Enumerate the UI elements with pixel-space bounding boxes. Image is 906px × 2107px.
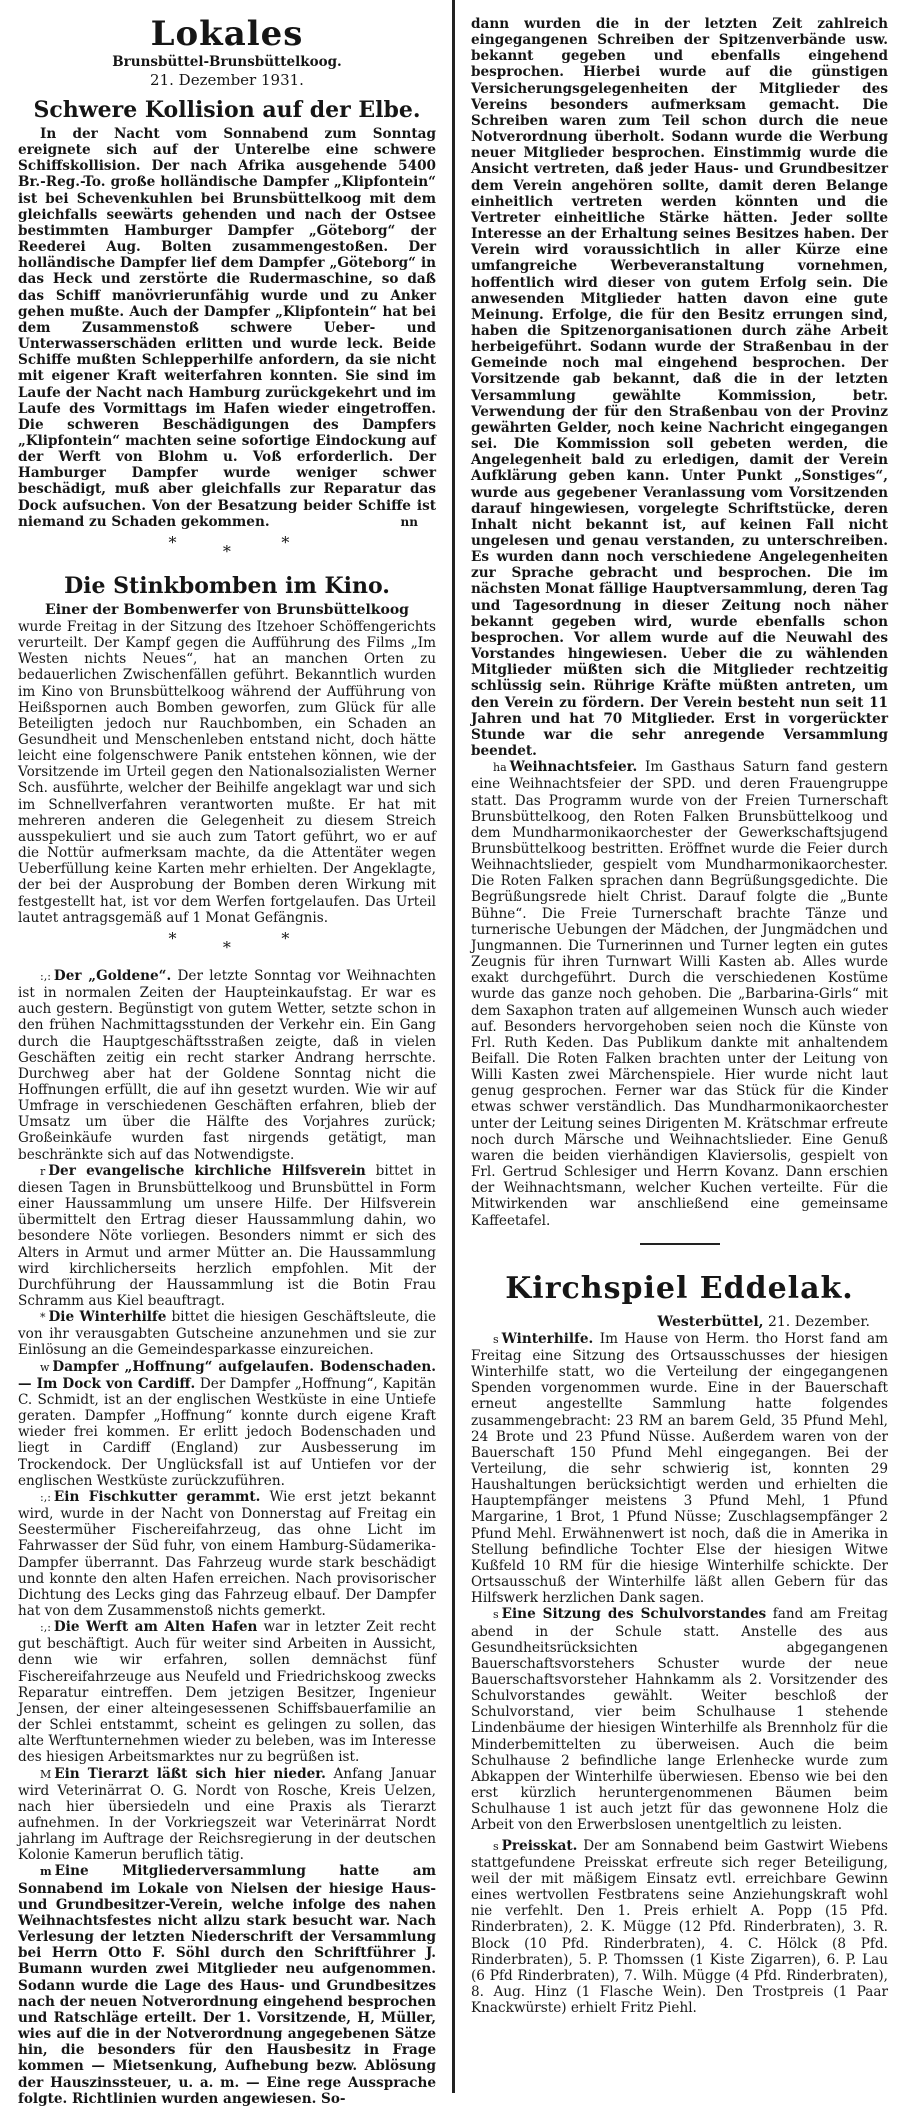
item-marker: w [40, 1360, 50, 1374]
article-body: wurde Freitag in der Sitzung des Itzehoer Schöffengerichts verurteilt. Der Kampf gegen die Aufführung des Films „Im Westen nichts Neues“, hat an manchen Orten zu bedauerlichen Zwischenfällen geführt. Bekanntlich wurden im Kino von Brunsbüttelkoog während der Aufführung von Heißspornen auch Bomben geworfen, zum Glück für alle Beteiligten jedoch nur Rauchbomben, ein Schaden an Gesundheit und Menschenleben entstand nicht, doch hätte leicht eine folgenschwere Panik entstehen können, wie der Vorsitzende im Urteil gegen den Nationalsozialisten Werner Sch. ausführte, welcher der Beihilfe angeklagt war und sich im Schnellverfahren verantworten mußte. Er hat mit mehreren anderen die Gelegenheit zu diesem Streich ausspekuliert und sie auch zum Tatort geführt, wo er auf die Nottür aufmerksam machte, da die Attentäter wegen Ueberfüllung keine Karten mehr erhielten. Der Angeklagte, der bei der Ausprobung der Bomben deren Wirkung mit festgestellt hat, ist vor dem Werfen fortgelaufen. Das Urteil lautet antragsgemäß auf 1 Monat Gefängnis. [18, 618, 436, 926]
item-lead: Die Werft am Alten Hafen [53, 1619, 258, 1636]
item-lead: Die Winterhilfe [48, 1309, 167, 1326]
item-lead: Der evangelische kirchliche Hilfsverein [48, 1162, 366, 1179]
item-marker: :,: [40, 1621, 51, 1635]
item-text: Der Dampfer „Hoffnung“, Kapitän C. Schmidt, ist an der englischen Westküste in eine Untiefe geraten. Dampfer „Hoffnung“ konnte durch eigene Kraft wieder frei kommen. Er erlitt jedoch Bodenschaden und liegt in Cardiff (England) zur Ausbesserung im Trockendock. Der Unglücksfall ist auf Untiefen vor der englischen Westküste zurückzuführen. [18, 1375, 436, 1489]
item-marker: * [40, 1311, 46, 1325]
item-text: Der am Sonnabend beim Gastwirt Wiebens stattgefundene Preisskat erfreute sich reger Beteiligung, weil der mit mäßigem Einsatz evtl. erreichbare Gewinn eines wertvollen Festbratens seine Anziehungskraft wohl nie verfehlt. Den 1. Preis erhielt A. Popp (15 Pfd. Rinderbraten), 2. K. Mügge (12 Pfd. Rinderbraten), 3. R. Block (10 Pfd. Rinderbraten), 4. C. Hölck (8 Pfd. Rinderbraten), 5. P. Thomssen (1 Kiste Zigarren), 6. P. Lau (6 Pfd Rinderbraten), 7. Wilh. Mügge (4 Pfd. Rinderbraten), 8. Aug. Hinz (1 Flasche Wein). Den Trostpreis (1 Paar Knackwürste) erhielt Fritz Piehl. [471, 1837, 888, 2017]
dateline [471, 1313, 870, 1331]
continued-text: dann wurden die in der letzten Zeit zahlreich eingegangenen Schreiben der Spitzenverbände usw. bekannt gegeben und ebenfalls eingehend besprochen. Hierbei wurde auf die günstigen Versicherungsgelegenheiten der Mitglieder des Vereins besonders aufmerksam gemacht. Die Schreiben waren zum Teil schon durch die neue Notverordnung überholt. Sodann wurde die Werbung neuer Mitglieder besprochen. Einstimmig wurde die Ansicht vertreten, daß jeder Haus- und Grundbesitzer dem Verein angehören sollte, damit deren Belange einheitlich vertreten werden könnten und die Vertreter einheitliche Stärke hätten. Jeder sollte Interesse an der Erhaltung seines Besitzes haben. Der Verein wird voraussichtlich in aller Kürze eine umfangreiche Werbeveranstaltung vornehmen, hoffentlich wird dieser von gutem Erfolg sein. Die anwesenden Mitglieder hatten davon eine gute Meinung. Erfolge, die für den Besitz errungen sind, haben die Spitzenorganisationen durch zähe Arbeit herbeigeführt. Sodann wurde der Straßenbau in der Gemeinde noch mal eingehend besprochen. Der Vorsitzende gab bekannt, daß die in der letzten Versammlung gewählte Kommission, betr. Verwendung der für den Straßenbau von der Provinz gewährten Gelder, noch keine Nachricht eingegangen sei. Die Kommission soll gebeten werden, die Angelegenheit bald zu erledigen, damit der Verein Aufklärung geben kann. Unter Punkt „Sonstiges“, wurde aus gegebener Veranlassung vom Vorsitzenden darauf hingewiesen, vorgelegte Schriftstücke, deren Inhalt nicht bekannt ist, auf keinen Fall nicht ungelesen und genau verstanden, zu unterschreiben. Es wurden dann noch verschiedene Angelegenheiten zur Sprache gebracht und besprochen. Die im nächsten Monat fällige Hauptversammlung, deren Tag und Tagesordnung in dieser Zeitung noch näher bekannt gegeben wird, wurde ebenfalls schon besprochen. Vor allem wurde auf die Neuwahl des Vorstandes hingewiesen. Ueber die zu wählenden Mitglieder müßten sich die Mitglieder rechtzeitig schlüssig sein. Rührige Kräfte müßten antreten, um den Verein zu fördern. Der Verein besteht nun seit 11 Jahren und hat 70 Mitglieder. Erst in vorgerückter Stunde war die sehr anregende Versammlung beendet. [471, 16, 888, 760]
item-text: bittet in diesen Tagen in Brunsbüttelkoog und Brunsbüttel in Form einer Haussammlung um unsere Hilfe. Der Hilfsverein übermittelt den Ertrag dieser Haussammlung dahin, wo besondere Nöte vorliegen. Besonders nimmt er sich des Alters in Armut und armer Mütter an. Die Haussammlung wird kirchlicherseits herzlich empfohlen. Mit der Durchführung der Haussammlung ist die Botin Frau Schramm aus Kiel beauftragt. [18, 1162, 437, 1309]
left-column [0, 0, 452, 2107]
item-lead: Weihnachtsfeier. [509, 759, 638, 776]
item-text: Im Hause von Herm. tho Horst fand am Freitag eine Sitzung des Ortsausschusses der hiesigen Winterhilfe statt, wo die Verteilung der eingegangenen Spenden vorgenommen wurde. Eine in der Bauerschaft erneut angestellte Sammlung hatte folgendes zusammengebracht: 23 RM an barem Geld, 35 Pfund Mehl, 24 Brote und 23 Pfund Nüsse. Außerdem waren von der Bauerschaft 150 Pfund Mehl eingegangen. Bei der Verteilung, die sehr schwierig ist, konnten 29 Haushaltungen berücksichtigt werden und erhielten die Hauptempfänger meistens 3 Pfund Mehl, 1 Pfund Margarine, 1 Brot, 1 Pfund Nüsse; Zuschlagsempfänger 2 Pfund Mehl. Erwähnenwert ist noch, daß die in Amerika in Stellung befindliche Tochter Else der hiesigen Witwe Kußfeld 10 RM für die hiesige Winterhilfe schickte. Der Ortsausschuß der Winterhilfe läßt allen Gebern für das Hilfswerk herzlichen Dank sagen. [471, 1330, 889, 1607]
section-masthead: Lokales [150, 14, 304, 54]
dateline-place: Brunsbüttel-Brunsbüttelkoog. [112, 54, 342, 70]
article-text: In der Nacht vom Sonnabend zum Sonntag ereignete sich auf der Unterelbe eine schwere Schiffskollision. Der nach Afrika ausgehende 5400 Br.-Reg.-To. große holländische Dampfer „Klipfontein“ ist bei Schevenkuhlen bei Brunsbüttelkoog mit dem gleichfalls seewärts gehenden und nach der Ostsee bestimmten Hamburger Dampfer „Göteborg“ der Reederei Aug. Bolten zusammengestoßen. Der holländische Dampfer lief dem Dampfer „Göteborg“ in das Heck und zerstörte die Rudermaschine, so daß das Schiff manövrierunfähig wurde und zu Anker gehen mußte. Auch der Dampfer „Klipfontein“ hat bei dem Zusammenstoß schwere Ueber- und Unterwasserschäden erlitten und wurde leck. Beide Schiffe mußten Schlepperhilfe anfordern, da sie nicht mit eigener Kraft weiterfahren konnten. Sie sind im Laufe der Nacht nach Hamburg zurückgekehrt und im Laufe des Vormittags im Hafen wieder eingetroffen. Die schweren Beschädigungen des Dampfers „Klipfontein“ machten seine sofortige Eindockung auf der Werft von Blohm u. Voß erforderlich. Der Hamburger Dampfer wurde weniger schwer beschädigt, muß aber gleichfalls zur Reparatur das Dock aufsuchen. Von der Besatzung beider Schiffe ist niemand zu Schaden gekommen. [18, 126, 436, 530]
news-item [18, 1489, 436, 1619]
news-item [471, 759, 888, 1229]
news-item [18, 1359, 436, 1489]
article-stinkbomben [18, 572, 436, 926]
asterisk: * [222, 937, 231, 957]
item-lead: Der „Goldene“. [53, 967, 172, 984]
news-item [18, 1766, 436, 1864]
dateline-date: 21. Dezember. [767, 1313, 870, 1330]
item-lead: Eine Mitgliederversammlung [54, 1863, 306, 1880]
item-text: Der letzte Sonntag vor Weihnachten ist in normalen Zeiten der Haupteinkaufstag. Er war es auch gestern. Begünstigt von gutem Wetter, setzte schon in den frühen Nachmittagsstunden der Verkehr ein. Ein Gang durch die Hauptgeschäftsstraßen zeigte, daß in vielen Geschäften zeitig ein recht starker Andrang herrschte. Durchweg aber hat der Goldene Sonntag nicht die Hoffnungen erfüllt, die auf ihn gesetzt wurden. Wie wir auf Umfrage in verschiedenen Geschäften erfahren, blieb der Umsatz um über die Hälfte des Vorjahres zurück; Großeinkäufe wurden fast nirgends getätigt, man beschränkte sich auf das Notwendigste. [18, 967, 436, 1163]
author-signature: nn [400, 514, 418, 529]
item-text: war in letzter Zeit recht gut beschäftigt. Auch für weiter sind Arbeiten in Aussicht, denn wie wir erfahren, sollen demnächst fünf Fischereifahrzeuge aus Neufeld und Friedrichskoog zwecks Reparatur eintreffen. Dem jetzigen Besitzer, Ingenieur Jensen, der einer alteingesessenen Schiffsbauerfamilie an der Schlei entstammt, scheint es gelingen zu sollen, das alte Werftunternehmen wieder zu beleben, was im Interesse des hiesigen Arbeitsmarktes nur zu begrüßen ist. [18, 1619, 437, 1766]
article-collision [18, 96, 436, 530]
asterisk: * [168, 532, 177, 552]
news-item [18, 1619, 436, 1765]
article-body [18, 126, 436, 530]
item-lead: Winterhilfe. [501, 1330, 594, 1347]
asterisk: * [281, 532, 290, 552]
news-item [18, 968, 436, 1163]
item-marker: s [493, 1608, 499, 1622]
item-marker: :,: [40, 969, 51, 983]
news-item [471, 1331, 888, 1607]
item-marker: r [40, 1164, 46, 1178]
article-headline: Die Stinkbomben im Kino. [64, 572, 390, 599]
section-divider [640, 1243, 720, 1245]
item-marker: s [493, 1332, 499, 1346]
item-text: bittet die hiesigen Geschäftsleute, die von ihr verausgabten Gutscheine anzunehmen und sie zur Einlösung an die Gemeindesparkasse einzureichen. [18, 1309, 436, 1359]
item-text: Im Gasthaus Saturn fand gestern eine Weihnachtsfeier der SPD. und deren Frauengruppe statt. Das Programm wurde von der Freien Turnerschaft Brunsbüttelkoog, den Roten Falken Brunsbüttelkoog und dem Mundharmonikaorchester der Gewerkschaftsjugend Brunsbüttelkoog bestritten. Eröffnet wurde die Feier durch Weihnachtslieder, gespielt vom Mundharmonikaorchester. Die Roten Falken sprachen dann Begrüßungsgedichte. Die Begrüßungsrede hielt Christ. Darauf folgte die „Bunte Bühne“. Die Freie Turnerschaft brachte Tänze und turnerische Uebungen der Mädchen, der Jungmädchen und Jungmannen. Die Turnerinnen und Turner legten ein gutes Zeugnis für ihren Turnwart Willi Kasten ab. Alles wurde exakt durchgeführt. Durch die verschiedenen Kostüme wurde das ganze noch gehoben. Die „Barbarina-Girls“ mit dem Saxaphon traten auf allgemeinen Wunsch auch wieder auf. Besonders hervorgehoben seien noch die Künste von Frl. Ruth Keden. Das Publikum dankte mit anhaltendem Beifall. Die Roten Falken brachten unter der Leitung von Willi Kasten zwei Märchenspiele. Hier wurde nicht laut genug gesprochen. Ferner war das Stück für die Kinder etwas schwer verständlich. Das Mundharmonikaorchester unter der Leitung seines Dirigenten M. Krätschmar erfreute noch durch Märsche und Weihnachtslieder. Eine Genuß waren die beiden vierhändigen Klaviersolis, gespielt von Frl. Gertrud Schlesiger und Herrn Kovanz. Dann erschien der Weihnachtsmann, welcher Kuchen verteilte. Für die Mitwirkenden war anschließend eine gemeinsame Kaffeetafel. [471, 759, 888, 1229]
article-headline: Schwere Kollision auf der Elbe. [33, 97, 421, 123]
item-lead: Dampfer „Hoffnung“ aufgelaufen. Bodenschaden. — Im Dock von Cardiff. [18, 1358, 436, 1392]
item-lead: Preisskat. [501, 1837, 578, 1854]
separator-asterisks [18, 532, 436, 566]
news-item [18, 1863, 436, 2106]
section-title: Kirchspiel Eddelak. [505, 1270, 854, 1306]
item-text: Wie erst jetzt bekannt wird, wurde in der Nacht von Donnerstag auf Freitag ein Seestermüher Fischereifahrzeug, das ohne Licht im Fahrwasser der Süd fuhr, von einem Hamburg-Südamerika-Dampfer überrannt. Das Fahrzeug wurde stark beschädigt und konnte den alten Hafen erreichen. Nach provisorischer Dichtung des Lecks ging das Fahrzeug elbauf. Der Dampfer hat von dem Zusammenstoß nichts gemerkt. [18, 1488, 437, 1619]
news-item [18, 1309, 436, 1358]
item-lead: Ein Fischkutter gerammt. [53, 1488, 261, 1505]
dateline-date: 21. Dezember 1931. [150, 71, 304, 89]
item-marker: :,: [40, 1490, 51, 1504]
dateline-place: Westerbüttel, [657, 1313, 764, 1330]
item-marker: s [493, 1839, 499, 1853]
item-lead: Ein Tierarzt läßt sich hier nieder. [54, 1765, 326, 1782]
asterisk: * [281, 928, 290, 948]
asterisk: * [222, 541, 231, 561]
item-text: hatte am Sonnabend im Lokale von Nielsen der hiesige Haus- und Grundbesitzer-Verein, welche infolge des nahen Weihnachtsfestes nicht allzu stark besucht war. Nach Verlesung der letzten Niederschrift der Versammlung bei Herrn Otto F. Söhl durch den Schriftführer J. Bumann wurden zwei Mitglieder neu aufgenommen. Sodann wurde die Lage des Haus- und Grundbesitzes nach der neuen Notverordnung eingehend besprochen und Ratschläge erteilt. Der 1. Vorsitzende, H, Müller, wies auf die in der Notverordnung angegebenen Sätze hin, die besonders für den Hausbesitz in Frage kommen — Mietsenkung, Aufhebung bezw. Ablösung der Hauszinssteuer, u. a. m. — Eine rege Aussprache folgte. Richtlinien wurden angewiesen. So- [18, 1863, 436, 2107]
item-text: fand am Freitag abend in der Schule statt. Anstelle des aus Gesundheitsrücksichten abgegangenen Bauerschaftsvorstehers Schuster wurde der neue Bauerschaftsvorsteher Hahnkamm als 2. Vorsitzender des Schulvorstandes gewählt. Weiter beschloß der Schulvorstand, vier beim Schulhause 1 stehende Lindenbäume der hiesigen Winterhilfe als Brennholz für die Minderbemittelten zu überweisen. Auch die beim Schulhause 2 befindliche lange Erlenhecke wurde zum Abkappen der Winterhilfe überwiesen. Ebenso wie bei den erst kürzlich heruntergenommenen Bäumen beim Schulhause 1 ist auch jetzt für das gewonnene Holz die Arbeit von den Erwerbslosen unentgeltlich zu leisten. [471, 1606, 888, 1834]
article-subheadline: Einer der Bombenwerfer von Brunsbüttelkoog [45, 601, 409, 618]
news-item [18, 1163, 436, 1309]
item-marker: ha [493, 761, 507, 775]
right-column [452, 0, 906, 2093]
item-text: Anfang Januar wird Veterinärrat O. G. Nordt von Rosche, Kreis Uelzen, nach hier übersiedeln und eine Praxis als Tierarzt aufnehmen. In der Vorkriegszeit war Veterinärrat Nordt jahrlang im Auftrage der Reichsregierung in der deutschen Kolonie Kamerun beruflich tätig. [18, 1765, 436, 1864]
item-marker: m [40, 1865, 52, 1879]
news-item [471, 1606, 888, 1833]
item-marker: M [40, 1767, 52, 1781]
separator-asterisks [18, 928, 436, 962]
news-item [471, 1838, 888, 2017]
item-lead: Eine Sitzung des Schulvorstandes [501, 1606, 767, 1623]
asterisk: * [168, 928, 177, 948]
